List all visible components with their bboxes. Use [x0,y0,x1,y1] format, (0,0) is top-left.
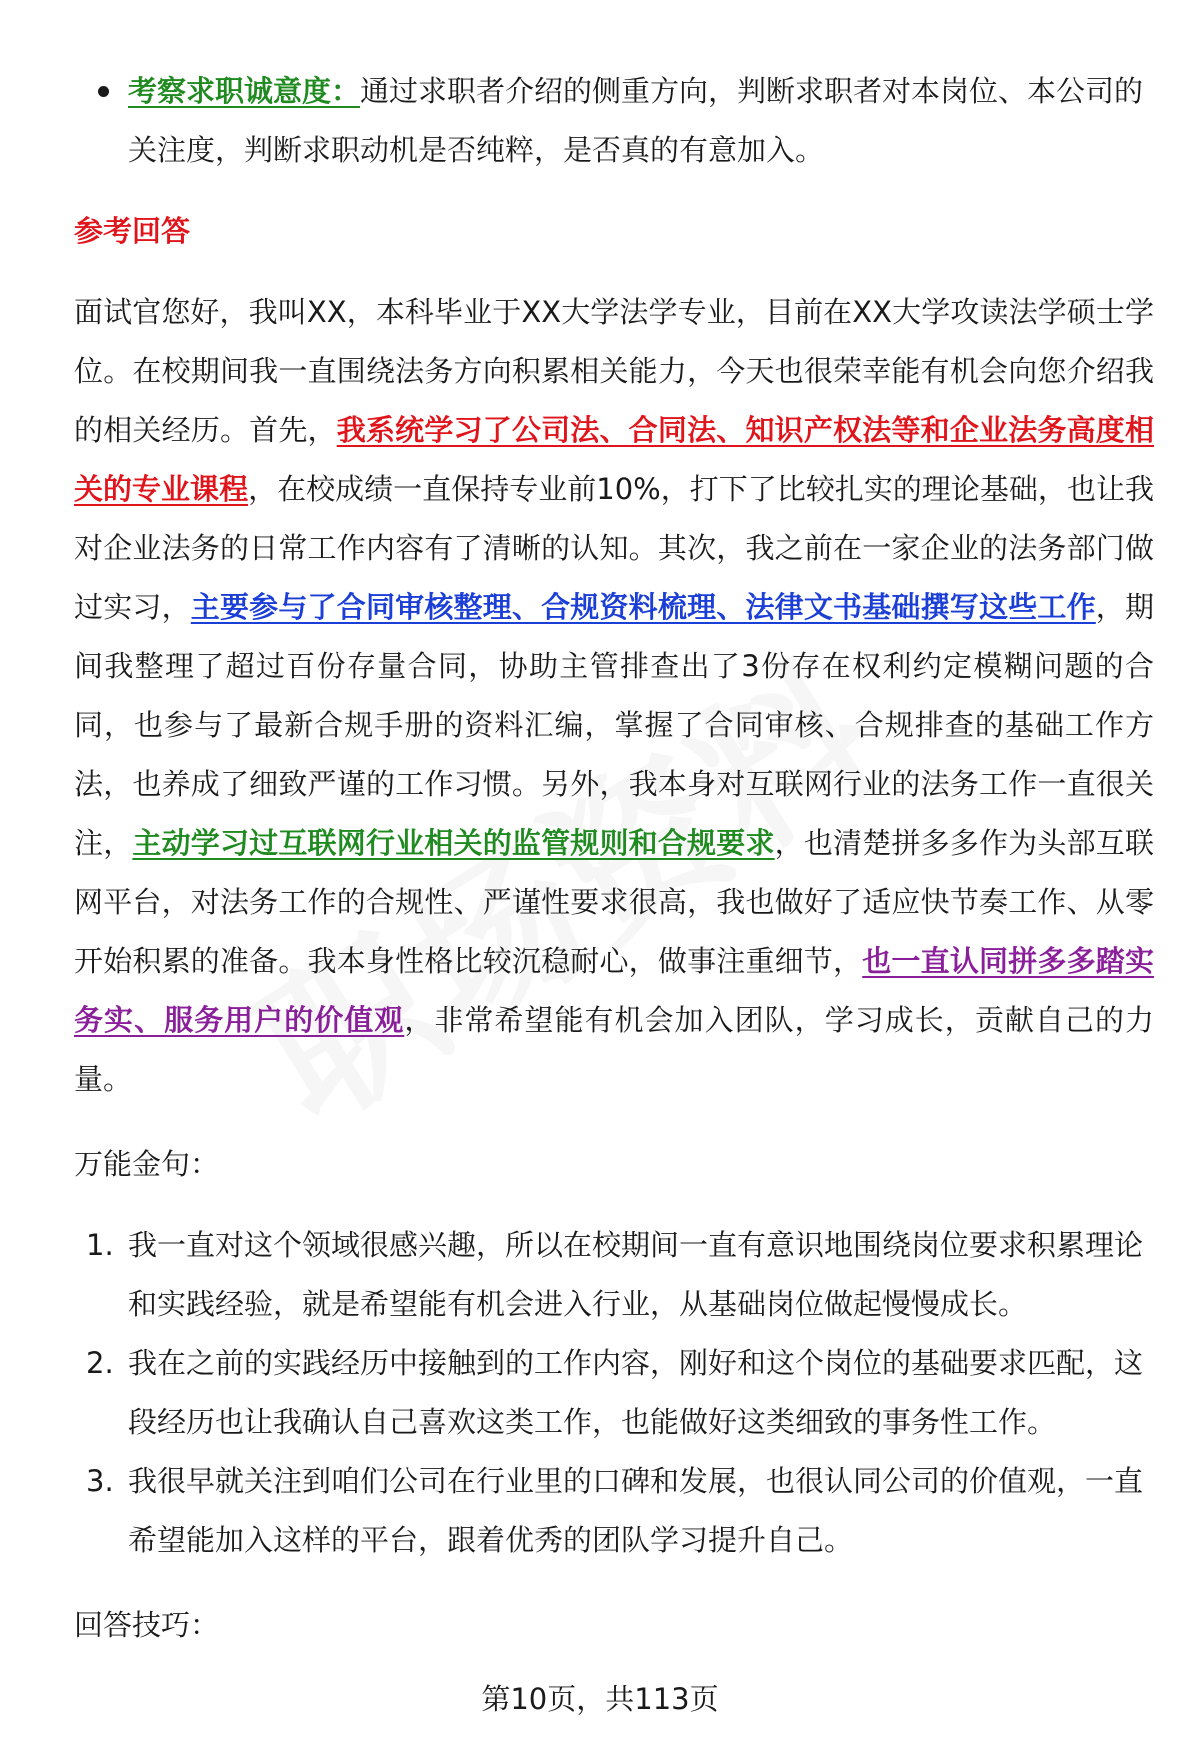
bullet-label: 考察求职诚意度： [128,74,361,108]
answer-text-2: ，在校成绩一直保持专业前10%，打下了比较扎实的理论基础，也让我对企业法务的日常工作内容有了清晰的认知。其次，我之前在一家企业的法务部门做过实习， [74,472,1154,624]
answer-highlight-regulation: 主动学习过互联网行业相关的监管规则和合规要求 [132,826,775,860]
answer-highlight-internship: 主要参与了合同审核整理、合规资料梳理、法律文书基础撰写这些工作 [190,590,1096,624]
bullet-list [74,62,1154,180]
list-marker: 1. [86,1228,114,1262]
answer-highlight-values: 也一直认同拼多多踏实务实、服务用户的价值观 [74,944,1154,1037]
answer-text-1: 面试官您好，我叫XX，本科毕业于XX大学法学专业，目前在XX大学攻读法学硕士学位。在校期间我一直围绕法务方向积累相关能力，今天也很荣幸能有机会向您介绍我的相关经历。首先， [74,295,1154,447]
page-content [74,62,1154,1655]
bullet-text: 通过求职者介绍的侧重方向，判断求职者对本岗位、本公司的关注度，判断求职动机是否纯粹，是否真的有意加入。 [128,74,1144,167]
golden-sentences-list [74,1216,1154,1570]
answer-text-4: ，也清楚拼多多作为头部互联网平台，对法务工作的合规性、严谨性要求很高，我也做好了适应快节奏工作、从零开始积累的准备。我本身性格比较沉稳耐心，做事注重细节， [74,826,1154,978]
list-item [74,1452,1154,1570]
list-item-text: 我一直对这个领域很感兴趣，所以在校期间一直有意识地围绕岗位要求积累理论和实践经验，就是希望能有机会进入行业，从基础岗位做起慢慢成长。 [128,1228,1144,1321]
page-footer: 第10页，共113页 [481,1682,719,1716]
answer-highlight-courses: 我系统学习了公司法、合同法、知识产权法等和企业法务高度相关的专业课程 [74,413,1154,506]
list-item-text: 我在之前的实践经历中接触到的工作内容，刚好和这个岗位的基础要求匹配，这段经历也让我确认自己喜欢这类工作，也能做好这类细致的事务性工作。 [128,1346,1144,1439]
list-item [74,1216,1154,1334]
answer-text-5: ，非常希望能有机会加入团队，学习成长，贡献自己的力量。 [74,1003,1154,1096]
bullet-item-sincerity [74,62,1154,180]
answer-tips-label: 回答技巧： [74,1608,220,1642]
list-marker: 2. [86,1346,114,1380]
answer-text-3: ，期间我整理了超过百份存量合同，协助主管排查出了3份存在权利约定模糊问题的合同，也参与了最新合规手册的资料汇编，掌握了合同审核、合规排查的基础工作方法，也养成了细致严谨的工作习惯。另外，我本身对互联网行业的法务工作一直很关注， [74,590,1154,860]
answer-paragraph [74,283,1154,1109]
list-item [74,1334,1154,1452]
list-item-text: 我很早就关注到咱们公司在行业里的口碑和发展，也很认同公司的价值观，一直希望能加入这样的平台，跟着优秀的团队学习提升自己。 [128,1464,1144,1557]
golden-sentences-label: 万能金句： [74,1147,220,1181]
list-marker: 3. [86,1464,114,1498]
reference-answer-title: 参考回答 [74,214,191,248]
